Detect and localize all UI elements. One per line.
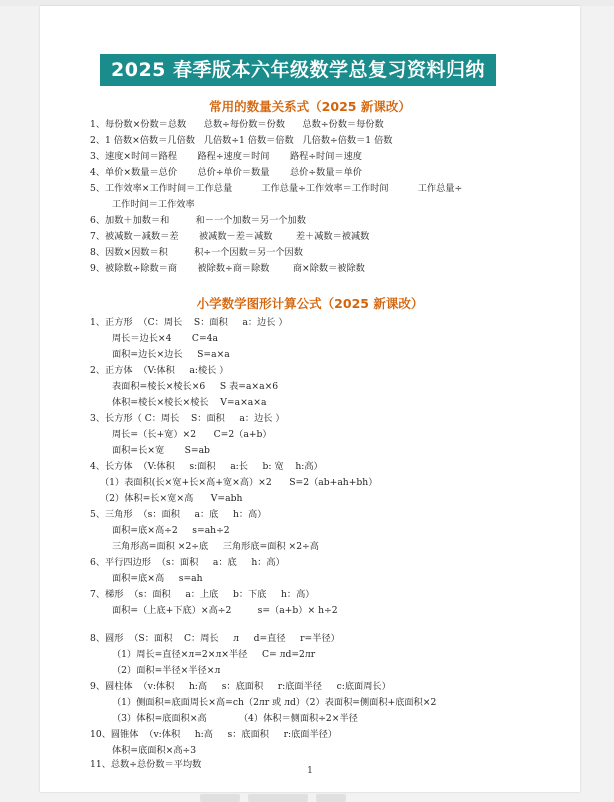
formula-line: 2、正方体 （V:体积 a:棱长 ） xyxy=(90,365,229,376)
section-heading-geometry-formulas: 小学数学图形计算公式（2025 新课改） xyxy=(196,296,424,311)
viewer-thumbnail[interactable] xyxy=(248,794,308,802)
formula-line: 7、梯形 （s：面积 a：上底 b：下底 h：高） xyxy=(90,589,315,600)
formula-line: 面积=底×高÷2 s=ah÷2 xyxy=(112,525,230,536)
document-page xyxy=(40,6,580,792)
formula-line: 工作时间＝工作效率 xyxy=(112,199,195,210)
formula-line: 面积=边长×边长 S=a×a xyxy=(112,349,230,360)
formula-line: （1）周长=直径×л=2×л×半径 C= лd=2лr xyxy=(112,649,316,660)
formula-line: 3、长方形（ C：周长 S：面积 a：边长 ） xyxy=(90,413,285,424)
formula-line: 3、速度×时间＝路程 路程÷速度＝时间 路程÷时间＝速度 xyxy=(90,151,362,162)
formula-line: 三角形高=面积 ×2÷底 三角形底=面积 ×2÷高 xyxy=(112,541,319,552)
formula-line: 表面积=棱长×棱长×6 S 表=a×a×6 xyxy=(112,381,279,392)
formula-line: 1、每份数×份数＝总数 总数÷每份数＝份数 总数÷份数＝每份数 xyxy=(90,119,384,130)
formula-line: 8、圆形 （S：面积 C：周长 л d=直径 r=半径） xyxy=(90,633,340,644)
formula-line: 7、被减数－减数＝差 被减数－差＝减数 差＋减数＝被减数 xyxy=(90,231,370,242)
page-number: 1 xyxy=(307,766,313,776)
formula-line: 9、被除数÷除数＝商 被除数÷商＝除数 商×除数＝被除数 xyxy=(90,263,365,274)
formula-line: （1）侧面积=底面周长×高=ch（2лr 或 лd）（2）表面积=侧面积+底面积×2 xyxy=(112,697,437,708)
formula-line: 10、圆锥体 （v:体积 h:高 s：底面积 r:底面半径） xyxy=(90,729,338,740)
formula-line: 4、单价×数量＝总价 总价÷单价＝数量 总价÷数量＝单价 xyxy=(90,167,362,178)
formula-line: 面积=底×高 s=ah xyxy=(112,573,203,584)
formula-line: （3）体积=底面积×高 （4）体积＝侧面积÷2×半径 xyxy=(112,713,358,724)
formula-line: 面积=（上底+下底）×高÷2 s=（a+b）× h÷2 xyxy=(112,605,338,616)
formula-line: 周长＝边长×4 C=4a xyxy=(112,333,218,344)
formula-line: 4、长方体 （V:体积 s:面积 a:长 b: 宽 h:高） xyxy=(90,461,323,472)
formula-line: 面积=长×宽 S=ab xyxy=(112,445,210,456)
viewer-thumbnail[interactable] xyxy=(200,794,240,802)
formula-line: 1、正方形 （C：周长 S：面积 a：边长 ） xyxy=(90,317,288,328)
viewer-thumbnail[interactable] xyxy=(316,794,346,802)
page-title: 2025 春季版本六年级数学总复习资料归纳 xyxy=(100,54,496,86)
formula-line: 11、总数÷总份数＝平均数 xyxy=(90,759,202,770)
formula-line: 体积=棱长×棱长×棱长 V=a×a×a xyxy=(112,397,267,408)
formula-line: 6、加数＋加数＝和 和－一个加数＝另一个加数 xyxy=(90,215,306,226)
formula-line: 2、1 倍数×倍数＝几倍数 几倍数÷1 倍数＝倍数 几倍数÷倍数＝1 倍数 xyxy=(90,135,393,146)
formula-line: （1）表面积(长×宽+长×高+宽×高）×2 S=2（ab+ah+bh） xyxy=(100,477,378,488)
section-heading-quantity-relations: 常用的数量关系式（2025 新课改） xyxy=(209,99,411,114)
formula-line: 8、因数×因数＝积 积÷一个因数＝另一个因数 xyxy=(90,247,303,258)
formula-line: 5、工作效率×工作时间＝工作总量 工作总量÷工作效率＝工作时间 工作总量÷ xyxy=(90,183,463,194)
formula-line: 周长=（长+宽）×2 C=2（a+b） xyxy=(112,429,272,440)
formula-line: 5、三角形 （s：面积 a：底 h：高） xyxy=(90,509,267,520)
formula-line: （2）面积=半径×半径×л xyxy=(112,665,221,676)
formula-line: 9、圆柱体 （v:体积 h:高 s：底面积 r:底面半径 c:底面周长） xyxy=(90,681,391,692)
formula-line: 6、平行四边形 （s：面积 a：底 h：高） xyxy=(90,557,285,568)
formula-line: 体积=底面积×高÷3 xyxy=(112,745,197,756)
formula-line: （2）体积=长×宽×高 V=abh xyxy=(100,493,243,504)
